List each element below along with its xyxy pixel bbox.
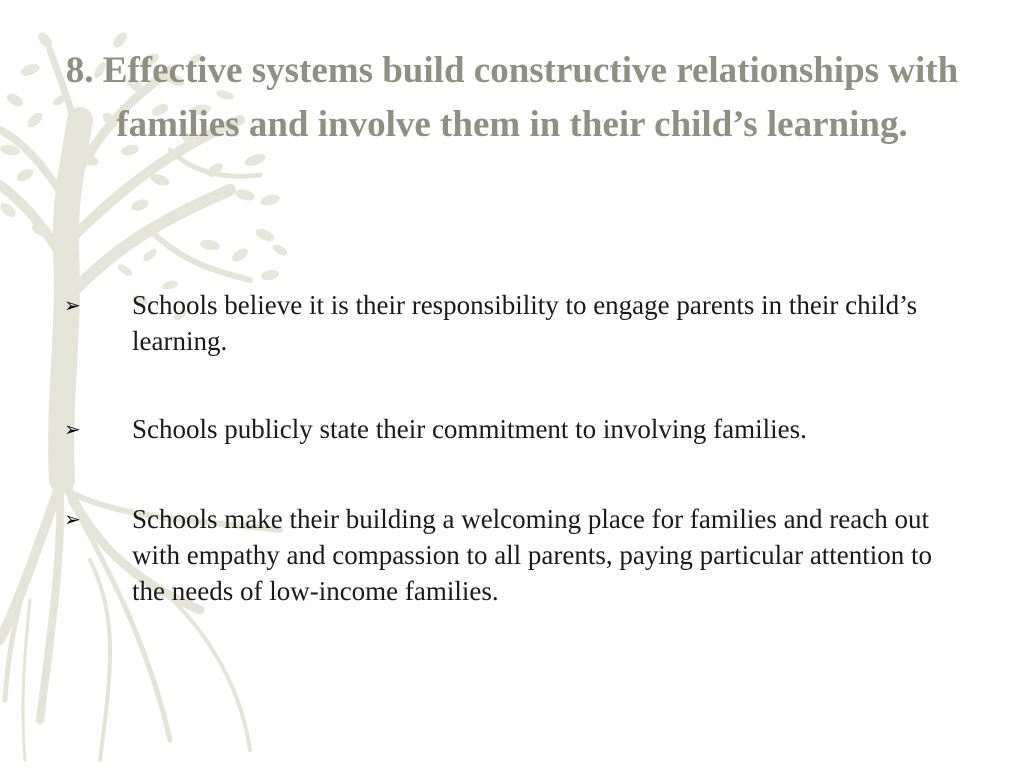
list-item <box>62 411 962 447</box>
bullet-list <box>62 287 962 609</box>
list-item <box>62 287 962 359</box>
bullet-text: Schools publicly state their commitment to involving families. <box>132 414 807 444</box>
bullet-text: Schools believe it is their responsibility to engage parents in their child’s learning. <box>132 290 918 356</box>
arrowhead-bullet-icon: ➢ <box>64 507 81 531</box>
slide-title: 8. Effective systems build constructive relationships with families and involve them in their child’s learning. <box>65 50 959 145</box>
arrowhead-bullet-icon: ➢ <box>64 293 81 317</box>
list-item <box>62 501 962 609</box>
bullet-text: Schools make their building a welcoming place for families and reach out with empathy and compassion to all parents, paying particular attention to the needs of low-income families. <box>132 504 933 606</box>
arrowhead-bullet-icon: ➢ <box>64 417 81 441</box>
